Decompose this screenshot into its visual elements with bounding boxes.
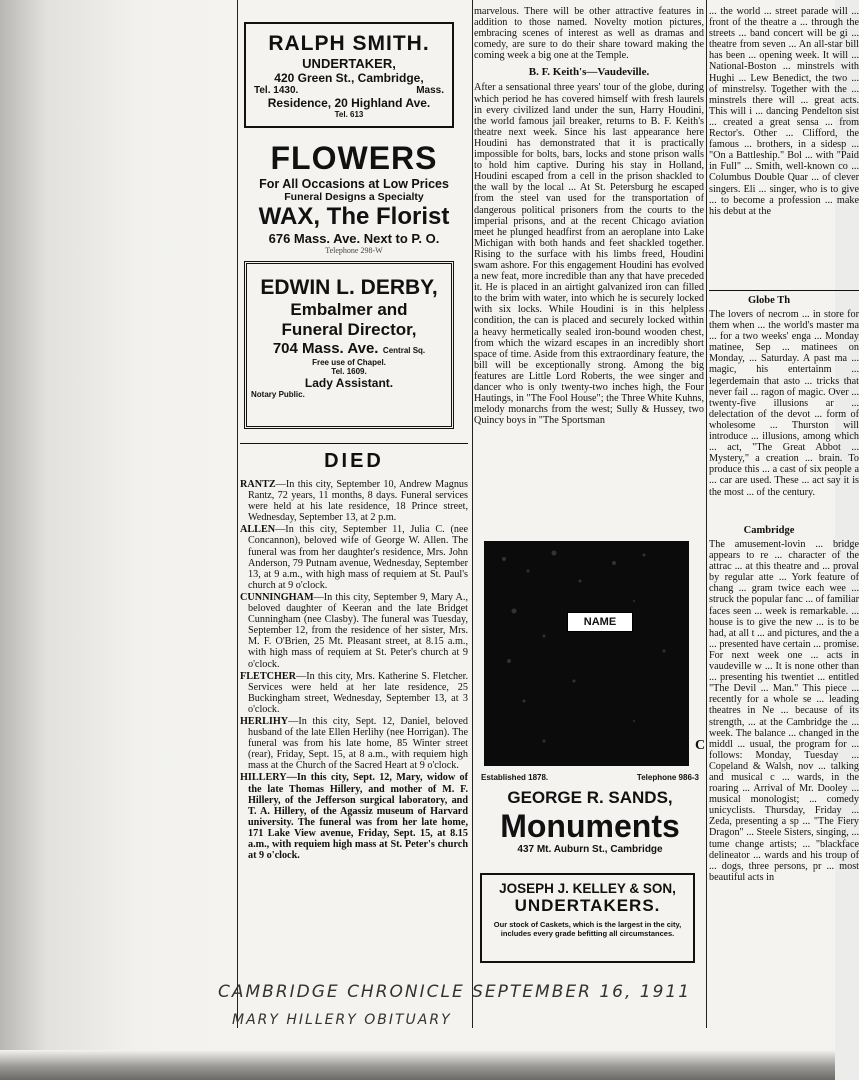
ad-tel2: Tel. 613: [334, 110, 364, 119]
ad-chapel: Free use of Chapel.: [312, 358, 386, 367]
ad-title: UNDERTAKER,: [302, 56, 396, 71]
ad-name: RALPH SMITH.: [268, 32, 430, 55]
ad-tel: Tel. 1609.: [331, 367, 367, 376]
ad-telephone: Telephone 986-3: [636, 773, 699, 782]
photo-side-letter: C: [695, 738, 706, 753]
ad-line1: Embalmer and: [290, 300, 408, 319]
obituary-surname: HERLIHY: [240, 715, 289, 727]
george-sands-ad: [477, 773, 703, 855]
handwritten-subject: MARY HILLERY OBITUARY: [232, 1012, 452, 1028]
died-heading: DIED: [324, 450, 384, 472]
obituary-text: —In this city, Sept. 12, Mary, widow of the late Thomas Hillery, and mother of M. F. Hillery, of the Jefferson surgical laboratory, and T. A. Hillery, of the Agassiz museum of Harvard university. The funeral was from her late home, 171 Lake View avenue, Friday, Sept. 15, at 8.15 a.m., with requiem high mass at St. Peter's church at 9 o'clock.: [248, 772, 468, 862]
ad-address: 437 Mt. Auburn St., Cambridge: [517, 844, 663, 855]
ad-text: Our stock of Caskets, which is the largest in the city, includes every grade befitting all circumstances.: [493, 920, 682, 938]
edwin-derby-ad: [244, 261, 454, 429]
obituary-entry: [240, 772, 468, 861]
photo-texture: [484, 541, 689, 766]
globe-heading: Globe Th: [709, 290, 859, 306]
column-rule: [706, 0, 707, 1028]
scan-shadow-bottom: [0, 1050, 835, 1080]
ad-name: WAX, The Florist: [258, 203, 450, 230]
parade-text: ... the world ... street parade will ... front of the theatre a ... through the streets ... band concert will be gi ... theatre from seven ... An all-star bill has been ... opening week. It will ... National-Boston ... minstrels with Hughi ... Lew Benedict, the two ... of minstrelsy. Together with the ... minstrels there will ... great acts. This will i ... dancing Pendelton sist ... created a great sensa ... from Rector's. Other ... Clifford, the famous ... brothers, in a sidesp ... "On a Battleship." Bol ... with "Paid in Full" ... Smith, well-known co ... Columbus Double Quar ... of clever singers. Eli ... singer, who is to give ... to become a profession ... make his debut at the: [709, 6, 859, 217]
ad-state: Mass.: [416, 85, 444, 96]
cambridge-heading: Cambridge: [743, 525, 795, 536]
obituary-surname: HILLERY: [240, 772, 287, 784]
ad-product: Monuments: [500, 808, 680, 844]
ad-established: Established 1878.: [481, 773, 549, 782]
obituary-surname: RANTZ: [240, 479, 276, 490]
ralph-smith-ad: [244, 22, 454, 128]
ad-name: EDWIN L. DERBY,: [260, 276, 438, 299]
obituary-entry: [240, 671, 468, 715]
cambridge-article: The amusement-lovin ... bridge appears to re ... character of the attrac ... at this theatre and ... proval by regular atte ... York feature of chang ... gram twice each wee ... struck the popular fanc ... of familiar faces seen ... week is remarkable. ... house is to give the new ... is to be had, at all t ... and pictures, and the a ... presented have certain ... promise. For next week one ... acts in vaudeville w ... It is none other than ... presenting his twentiet ... entitled "The Devil ... Man." This piece ... recently for a whole se ... leading theatres in Ne ... because of its strength, ... at the Cambridge the ... week. The balance ... changed in the middl ... usual, the program for ... follows: Monday, Tuesday ... Copeland & Walsh, nov ... talking and musical c ... wards, in the roaring ... Arrival of Mr. Dooley ... musical monologist; ... comedy unicyclists. Thursday, Friday ... Zeda, presenting a sp ... "The Fiery Dragon" ... Steele Sisters, singing, ... tume change artists; ... "blackface delineator ... wards and his troup of ... dogs, three persons, pr ... most beautiful acts in: [709, 539, 859, 883]
column-rule: [237, 0, 238, 1028]
obituary-text: —In this city, Sept. 12, Daniel, beloved husband of the late Ellen Herlihy (nee Horrigan). The funeral was from his late home, 85 Winter street (rear), Friday, Sept. 15, at 8 a.m., with requiem high mass at the Church of the Sacred Heart at 9 o'clock.: [248, 715, 468, 772]
ad-line2: Funeral Designs a Specialty: [284, 191, 424, 203]
obituary-entry: [240, 592, 468, 670]
portrait-photo: [484, 541, 689, 766]
obituary-text: —In this city, September 11, Julia C. (nee Concannon), beloved wife of George W. Allen. The funeral was from her daughter's residence, Mrs. John Anderson, 79 Putnam avenue, Wednesday, September 13, at 9 a.m., with high mass of requiem at St. Paul's church at 9 o'clock.: [248, 524, 468, 591]
died-section: [240, 443, 468, 861]
keith-article: After a sensational three years' tour of the globe, during which period he has covered himself with fresh laurels in every civilized land under the sun, Harry Houdini, the world famous jail breaker, returns to B. F. Keith's theatre next week. Since his last appearance here Houdini has demonstrated that it is practically impossible for bolts, bars, locks and stone prison walls to hold him captive. During his stay in Holland, Houdini escaped from a cell in the prison shackled to the wall by the local ... At St. Petersburg he escaped from the steel van used for the transportation of dangerous political prisoners from the courts to the imperial prisons, and at the recent Chicago aviation meet he plunged headfirst from an aeroplane into Lake Michigan with both hands and feet shackled together. Rising to the surface with his limbs freed, Houdini swam ashore. For this engagement Houdini has evolved a new feat, more incredible than any that have preceded it. He is placed in an airtight galvanized iron can filled to the brim with water, into which he is securely locked with six locks. While Houdini is in this helpless condition, the can is placed and securely locked within a heavy hermetically sealed iron-bound wooden chest, from which the wizard escapes in an incredibly short space of time. Aside from this extraordinary feature, the bill will be exceptionally strong. Among the big features are Little Lord Roberts, the wee singer and dancer who is only twenty-two inches high, the Four Hautings, in "The Fool House"; the Three White Kuhns, melody monarchs from the west; Sully & Hussey, two Quincy boys in "The Sportsman: [474, 82, 704, 427]
joseph-kelley-ad: [480, 873, 695, 963]
ad-name: GEORGE R. SANDS,: [507, 788, 673, 807]
globe-article: The lovers of necrom ... in store for them when ... the world's master ma ... for a two weeks' enga ... Monday matinee, Sep ... matinees on Monday, ... Saturday. A past ma ... magic, his entertainm ... legerdemain that asto ... tricks that never fail ... ragon of magic. Over ... twenty-five illusions ar ... delectation of the devot ... form of wholesome ... Thurston will introduce ... illusions, among which ... act, "The Great Abbot ... Mystery," a creation ... brain. To produce this ... a cast of six people a ... car are used. These ... act say it is the most ... of the century.: [709, 309, 859, 498]
ad-line1: For All Occasions at Low Prices: [259, 177, 449, 191]
ad-headline: FLOWERS: [270, 140, 438, 176]
ad-notary: Notary Public.: [251, 390, 305, 399]
obituary-entry: [240, 479, 468, 523]
obituary-surname: FLETCHER: [240, 670, 297, 682]
ad-line2: Funeral Director,: [281, 320, 417, 339]
handwritten-citation: CAMBRIDGE CHRONICLE SEPTEMBER 16, 1911: [218, 982, 692, 1002]
ad-assistant: Lady Assistant.: [304, 376, 394, 390]
obituary-entry: [240, 524, 468, 591]
ad-tel: Telephone 298-W: [325, 246, 383, 255]
ad-address: 704 Mass. Ave.: [272, 340, 379, 357]
wax-florist-ad: [240, 140, 468, 255]
intro-text: marvelous. There will be other attractive features in addition to those named. Novelty motion pictures, embracing scenes of interest as well as dramas and comedy, are sure to do their share toward making the coming week a big one at the Temple.: [474, 6, 704, 62]
obituary-list: [240, 479, 468, 861]
ad-name: JOSEPH J. KELLEY & SON,: [499, 881, 676, 896]
column-rule: [472, 0, 473, 1028]
obituary-text: —In this city, Mrs. Katherine S. Fletcher. Services were held at her late residence, 25 Buckingham street, Wednesday, September 13, at 3 o'clock.: [248, 670, 468, 715]
left-column: [240, 22, 468, 1032]
ad-address: 676 Mass. Ave. Next to P. O.: [268, 231, 440, 246]
keith-heading: B. F. Keith's—Vaudeville.: [528, 66, 650, 79]
ad-tel: Tel. 1430.: [254, 85, 299, 96]
photo-label: NAME: [567, 612, 633, 632]
ad-residence: Residence, 20 Highland Ave.: [267, 96, 431, 110]
ad-address: 420 Green St., Cambridge,: [274, 71, 424, 85]
obituary-surname: CUNNINGHAM: [240, 591, 314, 603]
obituary-entry: [240, 716, 468, 771]
right-column: [709, 6, 859, 1028]
obituary-text: —In this city, September 9, Mary A., beloved daughter of Keeran and the late Bridget Cunningham (nee Clasby). The funeral was Tuesday, September 12, from the residence of her sister, Mrs. M. F. O'Brien, 25 Mt. Pleasant street, at 8.15 a.m., with high mass of requiem at St. Peter's church at 9 o'clock.: [248, 591, 468, 670]
ad-title: UNDERTAKERS.: [514, 896, 661, 915]
scan-shadow-left: [0, 0, 232, 1080]
ad-sq: Central Sq.: [382, 346, 426, 355]
obituary-text: —In this city, September 10, Andrew Magnus Rantz, 72 years, 11 months, 8 days. Funeral services were held at his late residence, 18 Prince street, Wednesday, September 13, at 2 p.m.: [248, 479, 468, 524]
obituary-surname: ALLEN: [240, 524, 276, 536]
